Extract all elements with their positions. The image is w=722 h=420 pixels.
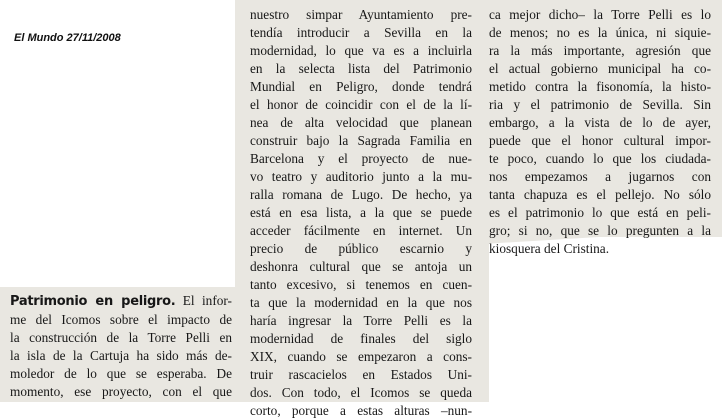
article-line-text: El infor-: [175, 293, 232, 308]
article-line: ta que la modernidad en la que nos: [250, 295, 472, 310]
article-line: puede que el honor cultural impor-: [489, 133, 711, 148]
article-line: dos. Con todo, el Icomos se queda: [250, 385, 472, 400]
article-column-3: [489, 6, 711, 258]
article-line: Barcelona y el proyecto de nue-: [250, 151, 472, 166]
article-line: en la selecta lista del Patrimonio: [250, 61, 472, 76]
article-line: Mundial en Peligro, donde tendrá: [250, 79, 472, 94]
article-line: es el patrimonio lo que está en peli-: [489, 205, 711, 220]
article-line: ria y el patrimonio de Sevilla. Sin: [489, 97, 711, 112]
article-line: está en esa lista, a la que se puede: [250, 205, 472, 220]
clipping-background-strip: [483, 237, 489, 402]
article-line: te poco, cuando lo que los ciudada-: [489, 151, 711, 166]
article-line: haría ingresar la Torre Pelli es la: [250, 313, 472, 328]
article-line: construir bajo la Sagrada Familia en: [250, 133, 472, 148]
article-line: la isla de la Cartuja ha sido más de-: [10, 348, 232, 363]
article-column-2: [250, 6, 472, 420]
article-line: nuestro simpar Ayuntamiento pre-: [250, 7, 472, 22]
article-line: modernidad, lo que va es a incluirla: [250, 43, 472, 58]
article-line: [10, 292, 232, 311]
article-line: moledor de lo que se esperaba. De: [10, 366, 232, 381]
article-column-1: [10, 292, 232, 401]
article-line: ca mejor dicho– la Torre Pelli es lo: [489, 7, 711, 22]
article-line: de menos; no es la única, ni siquie-: [489, 25, 711, 40]
article-line: el honor de coincidir con el de la lí-: [250, 97, 472, 112]
article-line: gro; si no, que se lo pregunten a la: [489, 223, 711, 238]
article-line: ralla romana de Lugo. De hecho, ya: [250, 187, 472, 202]
article-line: tanta chapuza es el pellejo. No sólo: [489, 187, 711, 202]
article-line: nea de alta velocidad que planean: [250, 115, 472, 130]
article-line: me del Icomos sobre el impacto de: [10, 312, 232, 327]
article-line: metido contra la fisonomía, la histo-: [489, 79, 711, 94]
article-line: acceder fácilmente en internet. Un: [250, 223, 472, 238]
article-line: momento, ese proyecto, con el que: [10, 384, 232, 399]
article-line: el actual gobierno municipal ha co-: [489, 61, 711, 76]
article-line: deshonra cultural que se antoja un: [250, 259, 472, 274]
article-line: XIX, cuando se empezaron a cons-: [250, 349, 472, 364]
article-line: kiosquera del Cristina.: [489, 241, 610, 256]
article-line: precio de público escarnio y: [250, 241, 472, 256]
article-line: tanto excesivo, si tenemos en cuen-: [250, 277, 472, 292]
source-label: El Mundo 27/11/2008: [14, 32, 121, 44]
article-line: nos empezamos a jugarnos con: [489, 169, 711, 184]
article-line: vo teatro y auditorio junto a la mu-: [250, 169, 472, 184]
article-line: tendía introducir a Sevilla en la: [250, 25, 472, 40]
article-headline: Patrimonio en peligro.: [10, 294, 176, 309]
article-line: truir rascacielos en Estados Uni-: [250, 367, 472, 382]
article-line: ra la más importante, agresión que: [489, 43, 711, 58]
article-line: la construcción de la Torre Pelli en: [10, 330, 232, 345]
article-line: corto, porque a estas alturas –nun-: [250, 403, 472, 418]
article-line: modernidad de finales del siglo: [250, 331, 472, 346]
article-line: embargo, a la vista de lo de ayer,: [489, 115, 711, 130]
